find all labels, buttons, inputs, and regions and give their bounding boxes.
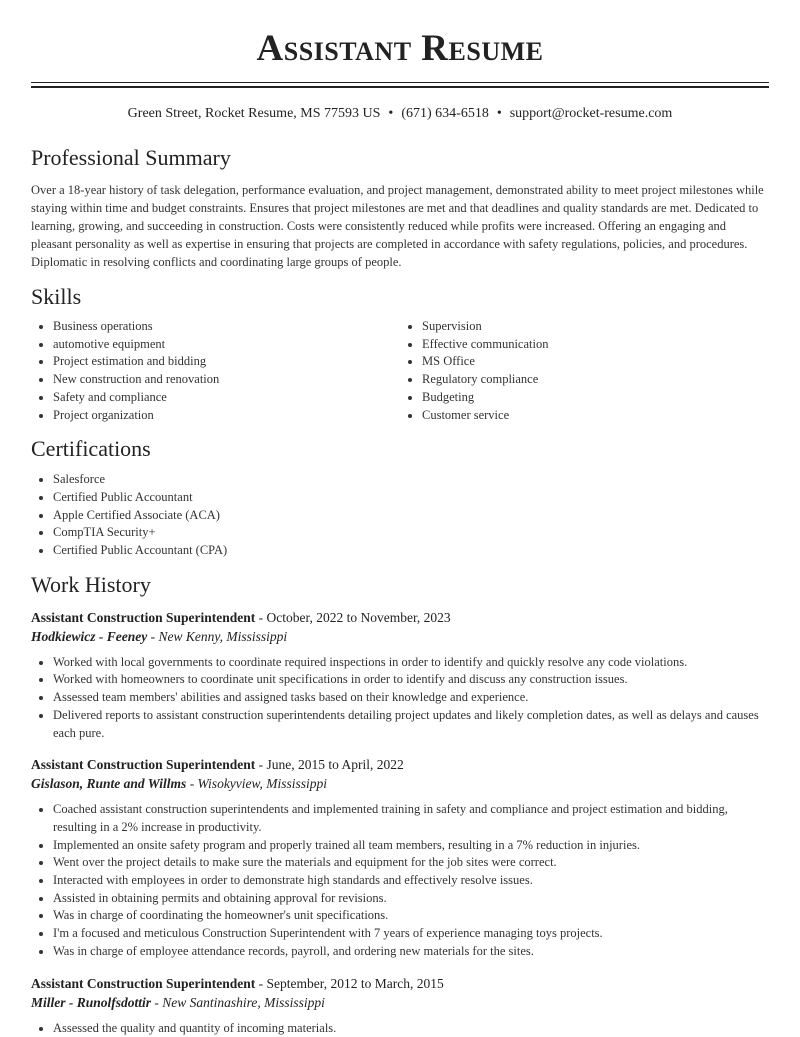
skill-item: • Budgeting — [422, 389, 769, 407]
summary-heading: Professional Summary — [31, 145, 231, 170]
company-name: Gislason, Runte and Willms — [31, 776, 187, 792]
contact-separator: • — [388, 106, 394, 121]
skills-column-right — [400, 318, 769, 424]
duty-item: • I'm a focused and meticulous Construction Superintendent with 7 years of experience managing toys projects. — [53, 925, 769, 943]
company-name: Hodkiewicz - Feeney — [31, 628, 148, 644]
title-divider — [31, 82, 769, 88]
company-name: Miller - Runolfsdottir — [31, 994, 152, 1010]
duty-item: • Worked with homeowners to coordinate unit specifications in order to identify and discuss any construction issues. — [53, 671, 769, 689]
job-entry — [31, 974, 769, 1037]
job-dates: - September, 2012 to March, 2015 — [255, 975, 444, 991]
skills-column-left — [31, 318, 400, 424]
skill-item: • automotive equipment — [53, 336, 400, 354]
work-history-heading: Work History — [31, 571, 151, 597]
duty-item: • Assisted in obtaining permits and obtaining approval for revisions. — [53, 890, 769, 908]
job-title-line — [31, 755, 769, 774]
skill-item: • Project estimation and bidding — [53, 353, 400, 371]
skill-item: • Regulatory compliance — [422, 371, 769, 389]
skill-item: • New construction and renovation — [53, 371, 400, 389]
contact-line — [31, 105, 769, 123]
contact-phone: (671) 634-6518 — [401, 106, 489, 121]
job-entry — [31, 755, 769, 960]
skill-item: • Effective communication — [422, 336, 769, 354]
resume-page — [31, 0, 769, 1037]
certification-item: • Certified Public Accountant (CPA) — [53, 542, 769, 560]
certifications-heading: Certifications — [31, 436, 151, 462]
job-dates: - October, 2022 to November, 2023 — [255, 609, 451, 625]
duty-item: • Coached assistant construction superintendents and implemented training in safety and compliance and project estimation and bidding, resulting in a 2% increase in productivity. — [53, 801, 769, 836]
duty-item: • Implemented an onsite safety program and properly trained all team members, resulting in a 7% reduction in injuries. — [53, 837, 769, 855]
company-location: - New Kenny, Mississippi — [147, 628, 288, 644]
skill-item: • Supervision — [422, 318, 769, 336]
job-title: Assistant Construction Superintendent — [31, 609, 256, 625]
certification-item: • Certified Public Accountant — [53, 489, 769, 507]
summary-text: Over a 18-year history of task delegation, performance evaluation, and project management, demonstrated ability to meet project milestones while staying within time and budget constraints. Ensures that project milestones are met and that deadlines and quality standards are met. Dedicated to learning, growing, and succeeding in construction. Costs were consistently reduced while profits were increased. Offering an engaging and pleasant personality as well as expertise in ensuring that projects are completed in accordance with safety regulations, policies, and procedures. Diplomatic in resolving conflicts and coordinating large groups of people. — [31, 183, 764, 269]
job-title-line — [31, 974, 769, 993]
company-location: - Wisokyview, Mississippi — [186, 776, 328, 792]
contact-email: support@rocket-resume.com — [509, 106, 673, 121]
job-title-line — [31, 608, 769, 627]
job-duties — [31, 1020, 769, 1037]
job-dates: - June, 2015 to April, 2022 — [255, 757, 404, 773]
job-entry — [31, 608, 769, 743]
skill-item: • MS Office — [422, 353, 769, 371]
duty-item: • Interacted with employees in order to demonstrate high standards and effectively resolve issues. — [53, 872, 769, 890]
company-location: - New Santinashire, Mississippi — [151, 994, 325, 1010]
duty-item: • Was in charge of employee attendance records, payroll, and ordering new materials for the sites. — [53, 943, 769, 961]
certification-item: • Salesforce — [53, 471, 769, 489]
duty-item: • Assessed the quality and quantity of incoming materials. — [53, 1020, 769, 1037]
job-title: Assistant Construction Superintendent — [31, 975, 256, 991]
contact-address: Green Street, Rocket Resume, MS 77593 US — [127, 106, 381, 121]
company-line — [31, 627, 769, 646]
skill-item: • Safety and compliance — [53, 389, 400, 407]
skills-list — [31, 318, 769, 424]
skill-item: • Customer service — [422, 407, 769, 425]
certifications-list — [31, 471, 769, 560]
skill-item: • Project organization — [53, 407, 400, 425]
job-title: Assistant Construction Superintendent — [31, 757, 256, 773]
duty-item: • Delivered reports to assistant construction superintendents detailing project updates and likely completion dates, as well as delays and causes each pure. — [53, 707, 769, 742]
skills-heading: Skills — [31, 284, 82, 309]
company-line — [31, 993, 769, 1012]
job-duties — [31, 801, 769, 960]
duty-item: • Worked with local governments to coordinate required inspections in order to identify and quickly resolve any code violations. — [53, 654, 769, 672]
company-line — [31, 774, 769, 793]
resume-title: Assistant Resume — [256, 28, 544, 69]
duty-item: • Assessed team members' abilities and assigned tasks based on their knowledge and experience. — [53, 689, 769, 707]
certification-item: • CompTIA Security+ — [53, 524, 769, 542]
skill-item: • Business operations — [53, 318, 400, 336]
duty-item: • Went over the project details to make sure the materials and equipment for the job sites were correct. — [53, 854, 769, 872]
job-duties — [31, 654, 769, 743]
contact-separator: • — [496, 106, 502, 121]
duty-item: • Was in charge of coordinating the homeowner's unit specifications. — [53, 907, 769, 925]
certification-item: • Apple Certified Associate (ACA) — [53, 507, 769, 525]
